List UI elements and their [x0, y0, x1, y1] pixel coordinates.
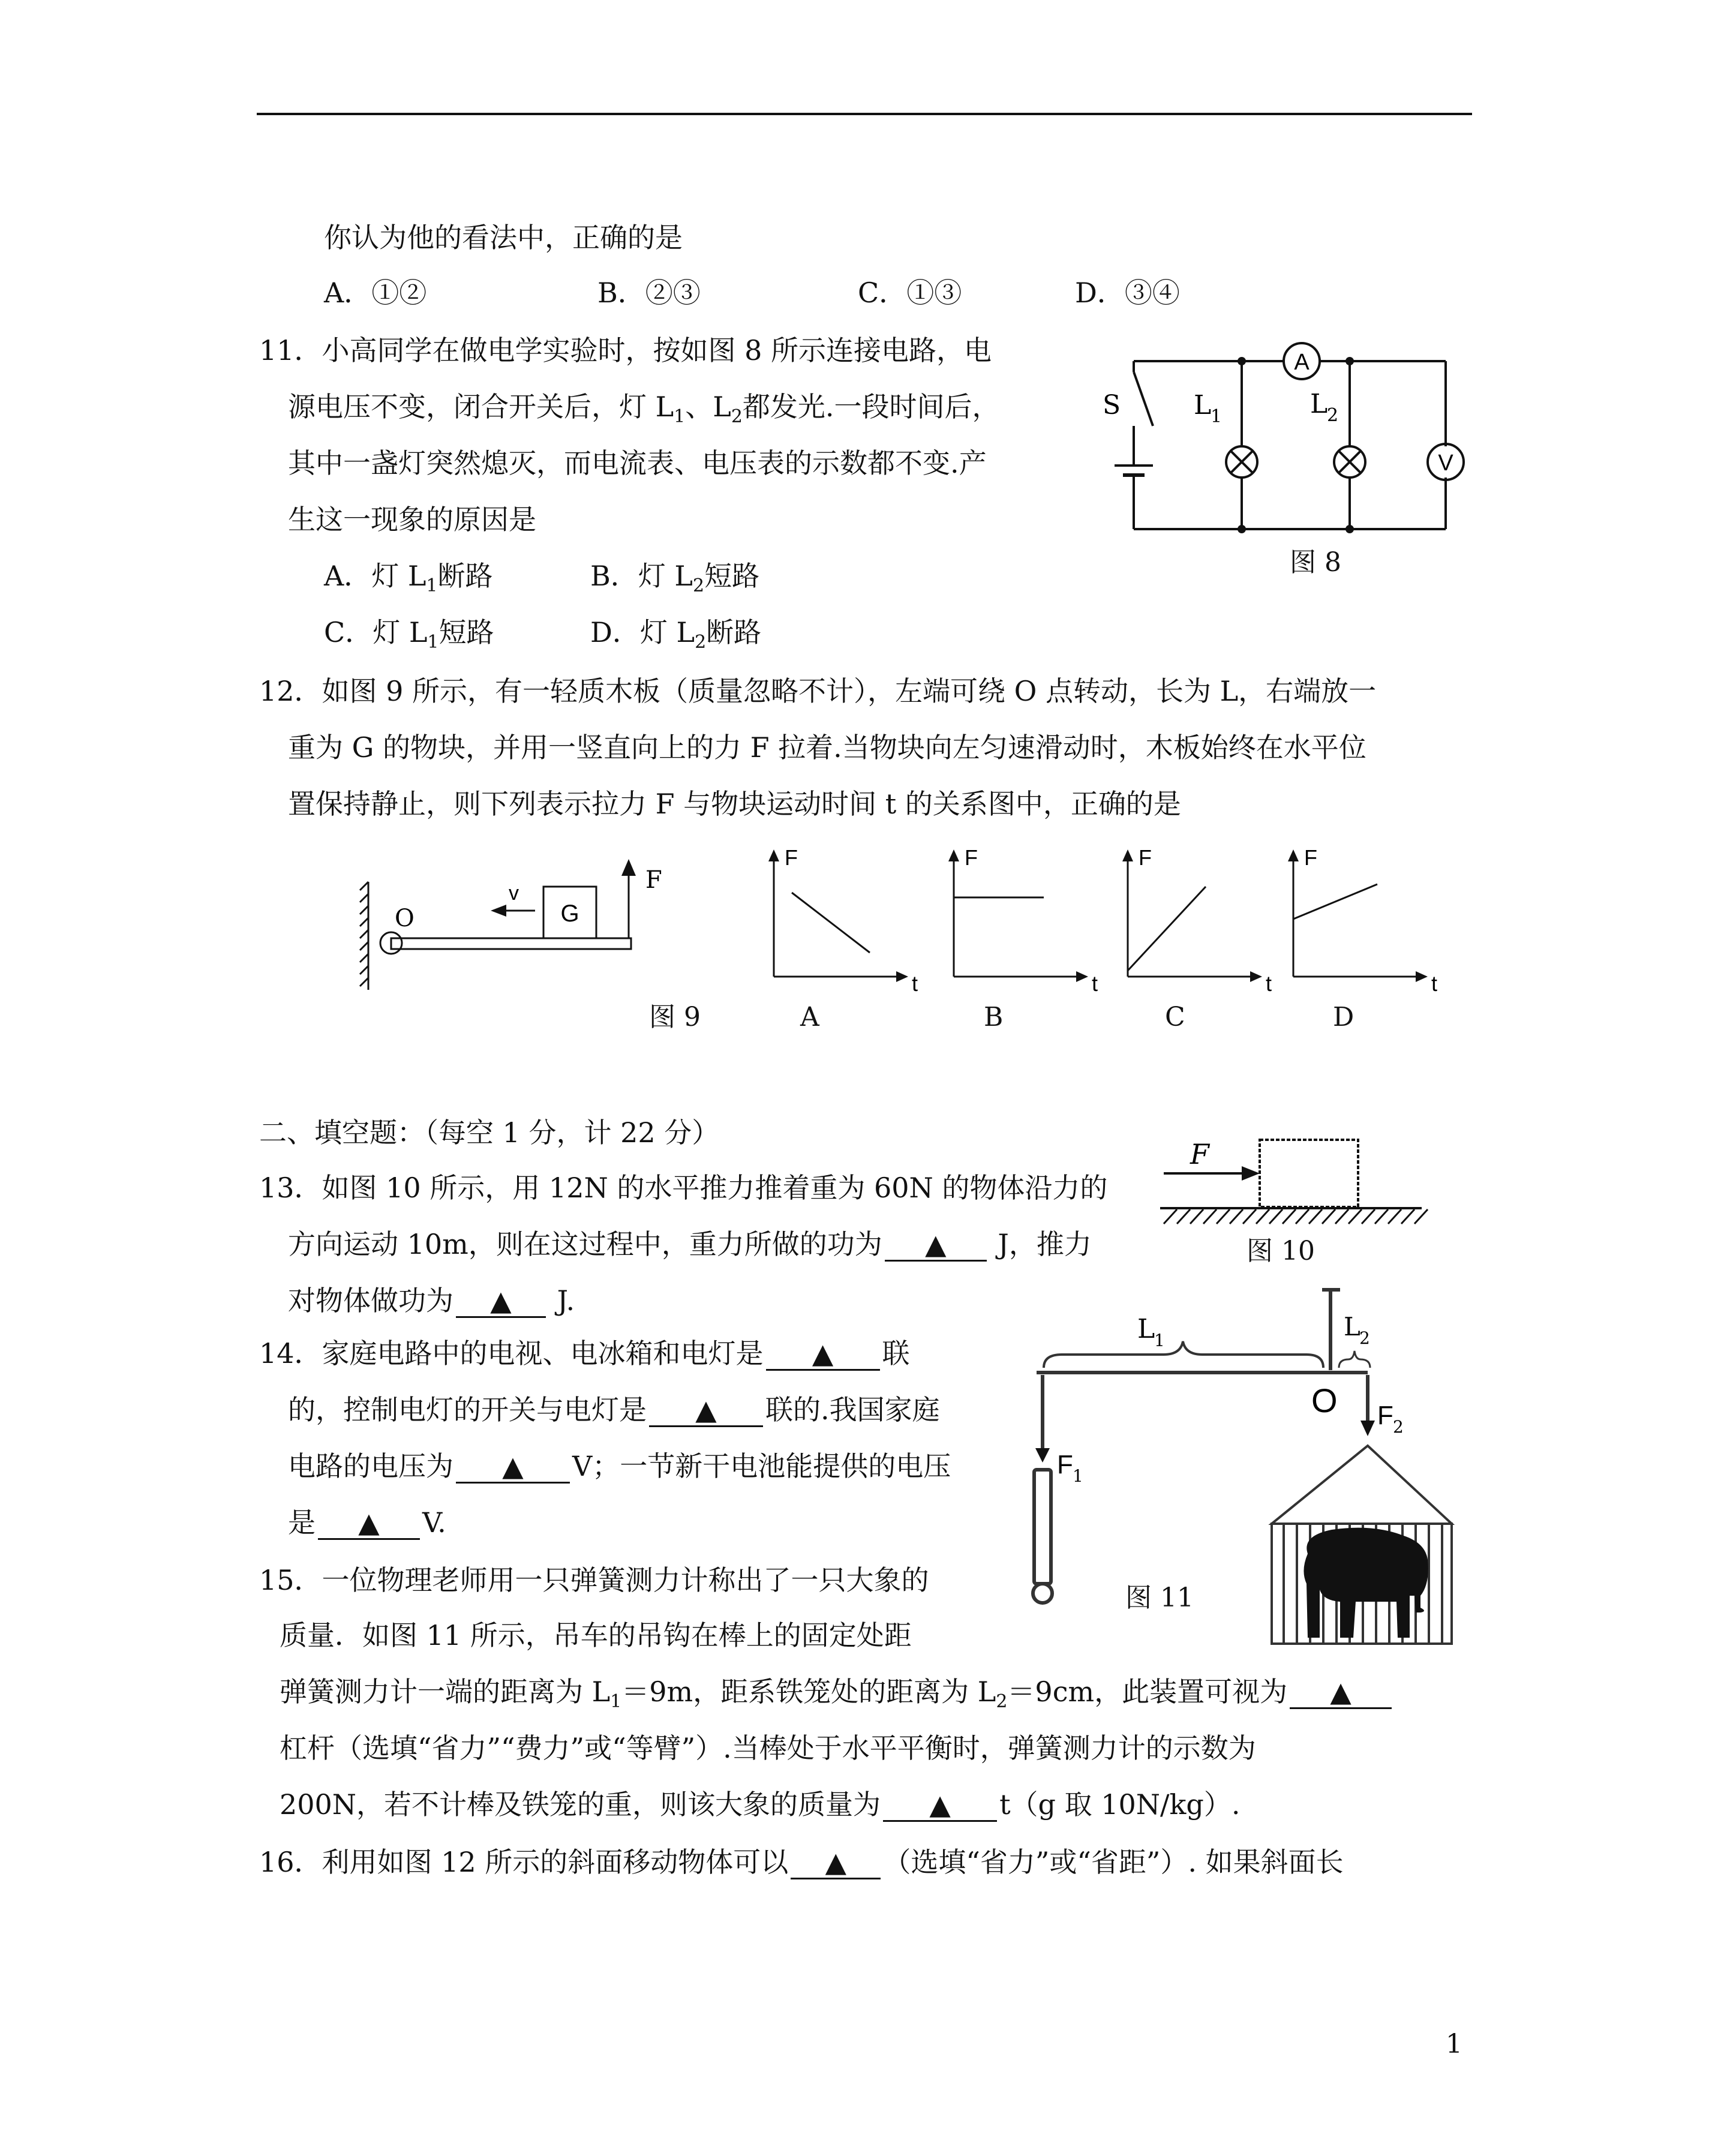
- force-label: F: [645, 866, 662, 894]
- l1-label: L: [1137, 1314, 1155, 1344]
- q11-line-2: 源电压不变，闭合开关后，灯 $L_1$、$L_2$都发光.一段时间后，: [288, 391, 1000, 428]
- f1-arrow-head: [1035, 1448, 1050, 1463]
- lamp2-label: L: [1310, 389, 1328, 419]
- ammeter-label: A: [1294, 350, 1309, 375]
- q16-line-1: 16．利用如图 12 所示的斜面移动物体可以 ▲ （选填“省力”或“省距”）. 如果斜面长: [259, 1846, 1344, 1878]
- graph-y-label: F: [785, 845, 798, 870]
- q11-option-a: A．灯 $L_1$断路: [324, 560, 493, 597]
- q13-line-2: 方向运动 10m，则在这过程中，重力所做的功为 ▲ J，推力: [288, 1228, 1092, 1260]
- q13-line-3: 对物体做功为 ▲ J.: [288, 1284, 575, 1317]
- graph-y-label: F: [965, 845, 978, 870]
- f1-sub: 1: [1073, 1466, 1083, 1486]
- graph-line: [792, 893, 870, 953]
- q11-option-c: C．灯 $L_1$短路: [324, 616, 494, 653]
- q15-line-1: 15．一位物理老师用一只弹簧测力计称出了一只大象的: [259, 1564, 929, 1596]
- f2-sub: 2: [1393, 1417, 1404, 1437]
- q15-line-3: 弹簧测力计一端的距离为 $L_1=9m$，距系铁笼处的距离为 $L_2=9cm$，此装置可视为 ▲: [280, 1674, 1394, 1720]
- graph-b-label: B: [984, 1002, 1004, 1032]
- voltmeter-label: V: [1438, 451, 1453, 476]
- page-number: 1: [1446, 2029, 1462, 2059]
- q10-option-b: B．②③: [597, 277, 701, 309]
- switch-label: S: [1103, 390, 1121, 421]
- block-label: G: [560, 900, 579, 927]
- q10-option-c: C．①③: [858, 277, 962, 309]
- pivot-o-label: O: [1311, 1382, 1338, 1419]
- q14-line-1: 14．家庭电路中的电视、电冰箱和电灯是 ▲ 联: [259, 1337, 910, 1370]
- q12-line-3: 置保持静止，则下列表示拉力 F 与物块运动时间 t 的关系图中，正确的是: [288, 788, 1181, 820]
- q13-line-1: 13．如图 10 所示，用 12N 的水平推力推着重为 60N 的物体沿力的: [259, 1172, 1108, 1204]
- lamp2-sub: 2: [1327, 405, 1339, 426]
- q13-blank-2[interactable]: ▲: [456, 1285, 546, 1318]
- l2-label: L: [1344, 1312, 1360, 1341]
- q14-blank-2[interactable]: ▲: [649, 1394, 763, 1427]
- q10-stem-end: 你认为他的看法中，正确的是: [324, 221, 683, 254]
- q15-line-2: 质量．如图 11 所示，吊车的吊钩在棒上的固定处距: [280, 1619, 912, 1651]
- lamp1-sub: 1: [1211, 406, 1223, 427]
- graph-b: [948, 845, 1098, 996]
- figure-9-graphs: [756, 845, 1446, 1001]
- l1-sub: 1: [1154, 1331, 1165, 1350]
- push-arrow-head: [1242, 1166, 1260, 1181]
- pivot-label: O: [395, 905, 415, 932]
- q15-line-5: 200N，若不计棒及铁笼的重，则该大象的质量为 ▲ t（g 取 10N/kg）.: [280, 1788, 1241, 1821]
- velocity-label: v: [509, 882, 519, 905]
- q10-option-a: A．①②: [324, 277, 427, 309]
- velocity-arrow-head: [491, 905, 506, 917]
- q14-blank-3[interactable]: ▲: [456, 1451, 570, 1484]
- q16-blank-1[interactable]: ▲: [791, 1846, 881, 1879]
- graph-a-label: A: [800, 1002, 819, 1032]
- q11-line-1: 11．小高同学在做电学实验时，按如图 8 所示连接电路，电: [259, 334, 992, 367]
- q13-blank-1[interactable]: ▲: [885, 1229, 987, 1262]
- graph-line: [1293, 884, 1377, 919]
- figure-9-caption: 图 9: [649, 1002, 701, 1032]
- figure-10-caption: 图 10: [1247, 1236, 1315, 1266]
- graph-d: [1288, 845, 1437, 996]
- figure-11-caption: 图 11: [1125, 1583, 1194, 1613]
- f2-arrow-head: [1360, 1421, 1375, 1436]
- q11-option-b: B．灯 $L_2$短路: [590, 560, 760, 597]
- q11-option-d: D．灯 $L_2$断路: [590, 616, 762, 653]
- q15-blank-1[interactable]: ▲: [1290, 1676, 1392, 1709]
- graph-x-label: t: [912, 971, 918, 996]
- q15-line-4: 杠杆（选填“省力”“费力”或“等臂”）.当棒处于水平平衡时，弹簧测力计的示数为: [280, 1732, 1256, 1764]
- graph-c: [1122, 845, 1272, 996]
- q14-blank-4[interactable]: ▲: [318, 1507, 420, 1540]
- figure-11-elephant-lever: [1020, 1272, 1476, 1656]
- force-arrow-head: [621, 859, 636, 876]
- section-2-title: 二、填空题：（每空 1 分，计 22 分）: [259, 1116, 720, 1149]
- f2-label: F: [1377, 1401, 1393, 1430]
- q14-line-3: 电路的电压为 ▲ V；一节新干电池能提供的电压: [288, 1450, 951, 1482]
- f1-label: F: [1057, 1450, 1073, 1479]
- graph-a: [768, 845, 918, 996]
- l2-sub: 2: [1359, 1328, 1370, 1348]
- q12-line-1: 12．如图 9 所示，有一轻质木板（质量忽略不计），左端可绕 O 点转动，长为 L，右端放一: [259, 675, 1377, 707]
- q14-line-4: 是 ▲ V.: [288, 1506, 446, 1539]
- q10-option-d: D．③④: [1075, 277, 1180, 309]
- figure-8-caption: 图 8: [1290, 547, 1341, 578]
- graph-y-label: F: [1304, 845, 1317, 870]
- graph-y-label: F: [1139, 845, 1152, 870]
- figure-8-circuit: [1104, 336, 1488, 552]
- lamp1-label: L: [1194, 390, 1212, 421]
- q14-line-2: 的，控制电灯的开关与电灯是 ▲ 联的.我国家庭: [288, 1394, 940, 1426]
- push-force-label: F: [1190, 1138, 1209, 1170]
- graph-x-label: t: [1431, 971, 1438, 996]
- q14-blank-1[interactable]: ▲: [766, 1338, 880, 1371]
- graph-x-label: t: [1266, 971, 1272, 996]
- figure-9-lever: [360, 852, 696, 996]
- graph-d-label: D: [1333, 1002, 1354, 1032]
- q11-line-4: 生这一现象的原因是: [288, 503, 536, 536]
- q11-line-3: 其中一盏灯突然熄灭，而电流表、电压表的示数都不变.产: [288, 447, 987, 479]
- graph-line: [1128, 887, 1206, 971]
- q12-line-2: 重为 G 的物块，并用一竖直向上的力 F 拉着.当物块向左匀速滑动时，木板始终在水平位: [288, 731, 1366, 764]
- graph-x-label: t: [1092, 971, 1098, 996]
- header-rule: [257, 113, 1472, 115]
- figure-10-push-block: [1158, 1134, 1428, 1236]
- graph-c-label: C: [1165, 1002, 1185, 1032]
- q15-blank-2[interactable]: ▲: [883, 1789, 997, 1822]
